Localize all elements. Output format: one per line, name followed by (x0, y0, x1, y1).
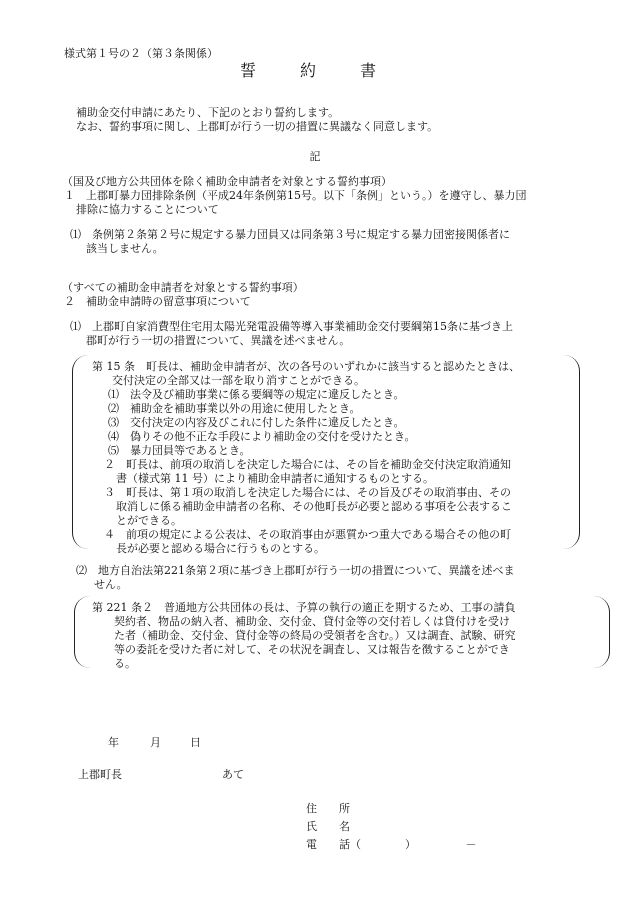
document-title: 誓 約 書 (239, 61, 390, 80)
article15-para3-line1: ３ 町長は、第１項の取消しを決定した場合には、その旨及びその取消事由、その (104, 486, 511, 499)
article15-para4-line1: ４ 前項の規定による公表は、その取消事由が悪質かつ重大である場合その他の町 (104, 528, 511, 541)
section2-item2-line2: せん。 (94, 578, 128, 591)
name-label: 氏 名 (306, 820, 350, 833)
section2-item1-line2: 郡町が行う一切の措置について、異議を述べません。 (86, 334, 351, 347)
article15-para2-line1: ２ 町長は、前項の取消しを決定した場合には、その旨を補助金交付決定取消通知 (104, 458, 511, 471)
date-month-label: 月 (150, 736, 161, 749)
section1-note: （国及び地方公共団体を除く補助金申請者を対象とする誓約事項） (62, 175, 392, 188)
ki-heading: 記 (309, 150, 321, 163)
intro-line-2: なお、誓約事項に関し、上郡町が行う一切の措置に異議なく同意します。 (76, 120, 439, 133)
form-number: 様式第１号の２（第３条関係） (64, 47, 218, 60)
article15-para4-line2: 長が必要と認める場合に行うものとする。 (116, 542, 325, 555)
article15-line1: 第 15 条 町長は、補助金申請者が、次の各号のいずれかに該当すると認めたときは、 (92, 360, 520, 373)
section1-heading-line1: １ 上郡町暴力団排除条例（平成24年条例第15号。以下「条例」という。）を遵守し、暴力団 (64, 189, 527, 202)
addressee-ate: あて (222, 768, 244, 781)
article15-item2: ⑵ 補助金を補助事業以外の用途に使用したとき。 (108, 402, 361, 415)
address-label: 住 所 (306, 802, 350, 815)
article15-line2: 交付決定の全部又は一部を取り消すことができる。 (112, 374, 365, 387)
date-day-label: 日 (190, 736, 201, 749)
section1-item1-line1: ⑴ 条例第２条第２号に規定する暴力団員又は同条第３号に規定する暴力団密接関係者に (70, 228, 510, 241)
date-year-label: 年 (108, 736, 119, 749)
article15-para3-line3: とができる。 (116, 514, 182, 527)
section2-note: （すべての補助金申請者を対象とする誓約事項） (62, 281, 304, 294)
article15-item4: ⑷ 偽りその他不正な手段により補助金の交付を受けたとき。 (108, 430, 416, 443)
intro-paragraph (76, 106, 596, 134)
intro-line-1: 補助金交付申請にあたり、下記のとおり誓約します。 (76, 106, 340, 119)
article221-line4: 等の委託を受けた者に対して、その状況を調査し、又は報告を徴することができ (114, 643, 510, 656)
article221-line5: る。 (114, 657, 136, 670)
section2-item1-line1: ⑴ 上郡町自家消費型住宅用太陽光発電設備等導入事業補助金交付要綱第15条に基づき上 (70, 320, 513, 333)
article15-item5: ⑸ 暴力団員等であるとき。 (108, 444, 251, 457)
article221-line1: 第 221 条２ 普通地方公共団体の長は、予算の執行の適正を期するため、工事の請負 (92, 601, 516, 614)
section2-item2-line1: ⑵ 地方自治法第221条第２項に基づき上郡町が行う一切の措置について、異議を述べま (76, 564, 515, 577)
article15-para2-line2: 書（様式第 11 号）により補助金申請者に通知するものとする。 (116, 472, 434, 485)
article15-item3: ⑶ 交付決定の内容及びこれに付した条件に違反したとき。 (108, 416, 405, 429)
phone-label: 電 話（ ） － (306, 838, 477, 851)
addressee: 上郡町長 (78, 768, 122, 781)
section1-item1-line2: 該当しません。 (86, 242, 164, 255)
article15-para3-line2: 取消しに係る補助金申請者の名称、その他町長が必要と認める事項を公表するこ (116, 500, 512, 513)
article15-item1: ⑴ 法令及び補助事業に係る要綱等の規定に違反したとき。 (108, 388, 405, 401)
article221-line2: 契約者、物品の納入者、補助金、交付金、貸付金等の交付若しくは貸付けを受け (114, 615, 510, 628)
section2-heading: ２ 補助金申請時の留意事項について (64, 295, 251, 308)
article221-line3: た者（補助金、交付金、貸付金等の終局の受領者を含む。）又は調査、試験、研究 (114, 629, 516, 642)
section1-heading-line2: 排除に協力することについて (76, 203, 219, 216)
